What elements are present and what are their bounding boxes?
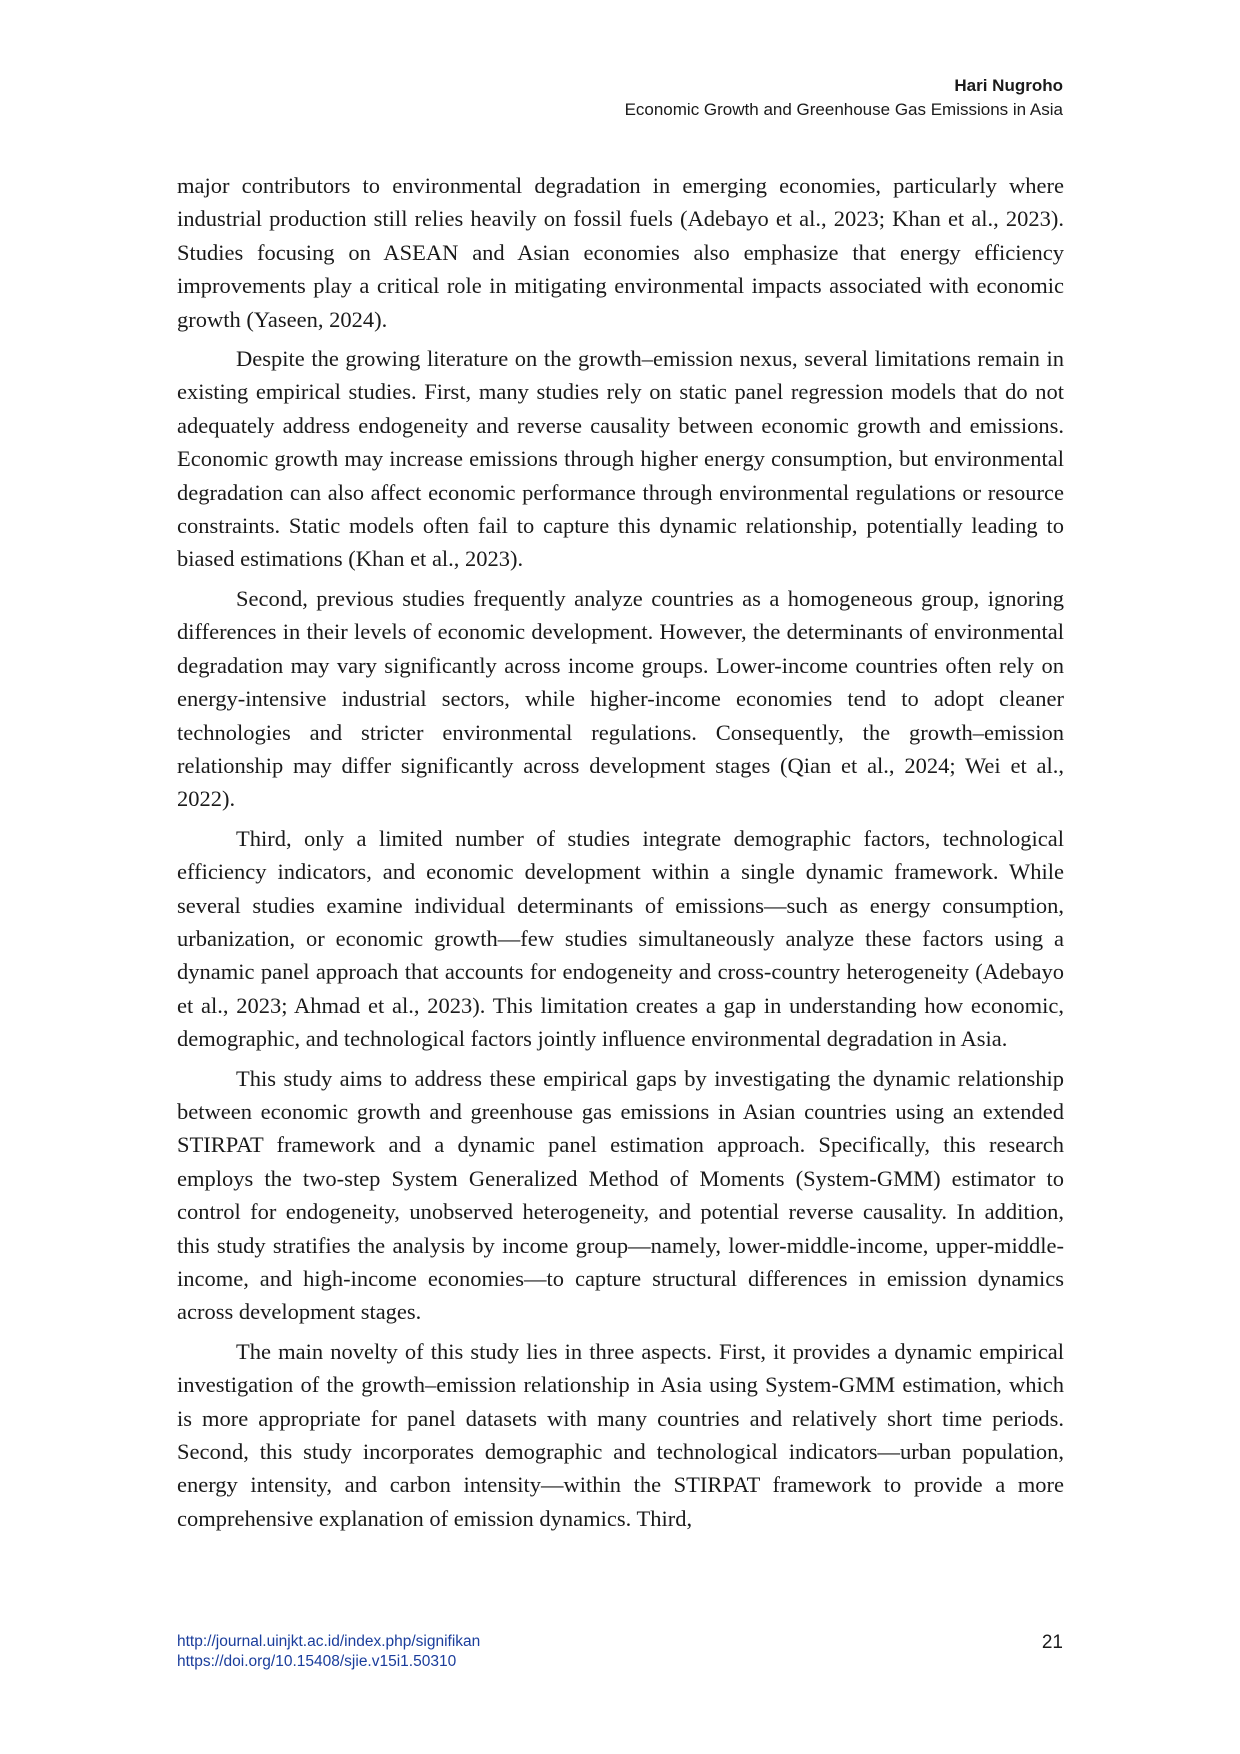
doi-link[interactable]: https://doi.org/10.15408/sjie.v15i1.50310 [177,1653,457,1670]
journal-link[interactable]: http://journal.uinjkt.ac.id/index.php/signifikan [177,1633,481,1650]
paragraph-second-limitation: Second, previous studies frequently analyze countries as a homogeneous group, ignoring differences in their levels of economic development. However, the determinants of environmental degradation may vary significantly across income groups. Lower-income countries often rely on energy-intensive industrial sectors, while higher-income economies tend to adopt cleaner technologies and stricter environmental regulations. Consequently, the growth–emission relationship may differ significantly across development stages (Qian et al., 2024; Wei et al., 2022). [177,585,1064,812]
paragraph-study-aims: This study aims to address these empirical gaps by investigating the dynamic relationship between economic growth and greenhouse gas emissions in Asian countries using an extended STIRPAT framework and a dynamic panel estimation approach. Specifically, this research employs the two-step System Generalized Method of Moments (System-GMM) estimator to control for endogeneity, unobserved heterogeneity, and potential reverse causality. In addition, this study stratifies the analysis by income group—namely, lower-middle-income, upper-middle-income, and high-income economies—to capture structural differences in emission dynamics across development stages. [177,1065,1064,1325]
running-header [363,74,1063,122]
header-author: Hari Nugroho [954,76,1063,95]
paragraph-limitations: Despite the growing literature on the growth–emission nexus, several limitations remain in existing empirical studies. First, many studies rely on static panel regression models that do not adequately address endogeneity and reverse causality between economic growth and emissions. Economic growth may increase emissions through higher energy consumption, but environmental degradation can also affect economic performance through environmental regulations or resource constraints. Static models often fail to capture this dynamic relationship, potentially leading to biased estimations (Khan et al., 2023). [177,346,1064,572]
header-article-title: Economic Growth and Greenhouse Gas Emissions in Asia [624,100,1063,119]
paragraph-novelty: The main novelty of this study lies in three aspects. First, it provides a dynamic empirical investigation of the growth–emission relationship in Asia using System-GMM estimation, which is more appropriate for panel datasets with many countries and relatively short time periods. Second, this study incorporates demographic and technological indicators—urban population, energy intensity, and carbon intensity—within the STIRPAT framework to provide a more comprehensive explanation of emission dynamics. Third, [177,1338,1064,1531]
paragraph-third-limitation: Third, only a limited number of studies integrate demographic factors, technological efficiency indicators, and economic development within a single dynamic framework. While several studies examine individual determinants of emissions—such as energy consumption, urbanization, or economic growth—few studies simultaneously analyze these factors using a dynamic panel approach that accounts for endogeneity and cross-country heterogeneity (Adebayo et al., 2023; Ahmad et al., 2023). This limitation creates a gap in understanding how economic, demographic, and technological factors jointly influence environmental degradation in Asia. [177,825,1064,1052]
body-text [177,169,1064,1541]
page-number: 21 [1041,1632,1063,1653]
paragraph-continuation: major contributors to environmental degradation in emerging economies, particularly where industrial production still relies heavily on fossil fuels (Adebayo et al., 2023; Khan et al., 2023). Studies focusing on ASEAN and Asian economies also emphasize that energy efficiency improvements play a critical role in mitigating environmental impacts associated with economic growth (Yaseen, 2024). [177,173,1064,332]
footer-links [177,1632,480,1672]
